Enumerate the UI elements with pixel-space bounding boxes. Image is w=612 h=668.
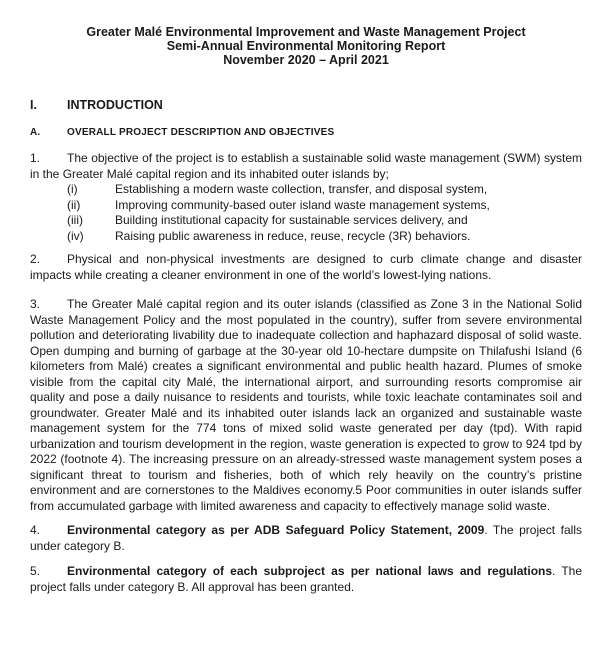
section-number: I. (30, 98, 37, 112)
report-title-line-1: Greater Malé Environmental Improvement and Waste Management Project (86, 25, 526, 39)
report-title-block (30, 25, 582, 67)
paragraph-5-text: . The project falls under category B. All approval has been granted. (30, 564, 583, 594)
list-item-iv-text: Raising public awareness in reduce, reuse, recycle (3R) behaviors. (115, 228, 471, 243)
paragraph-3 (30, 297, 582, 514)
subsection-heading-project-description (30, 126, 582, 139)
list-item-i-text: Establishing a modern waste collection, transfer, and disposal system, (115, 182, 488, 196)
list-item-iii (30, 213, 582, 229)
paragraph-5 (30, 564, 582, 595)
paragraph-4-number: 4. (30, 523, 41, 537)
report-title-line-2: Semi-Annual Environmental Monitoring Report (166, 39, 446, 53)
report-title-line-3: November 2020 – April 2021 (223, 53, 389, 67)
paragraph-2 (30, 252, 582, 283)
list-item-ii-label: (ii) (67, 197, 81, 212)
paragraph-5-bold-lead: Environmental category of each subproject as per national laws and regulations (67, 564, 553, 578)
paragraph-1-text: The objective of the project is to establish a sustainable solid waste management (SWM) system in the Greater Malé capital region and its inhabited outer islands by; (30, 151, 582, 181)
section-heading-introduction (30, 97, 582, 113)
paragraph-3-text: The Greater Malé capital region and its outer islands (classified as Zone 3 in the National Solid Waste Management Policy and the most populated in the country), suffer from severe environmental pollution and deteriorating livability due to inadequate collection and haphazard disposal of solid waste. Open dumping and burning of garbage at the 30-year old 10-hectare dumpsite on Thilafushi Island (6 kilometers from Malé) creates a significant environmental and public health hazard. Plumes of smoke visible from the capital city Malé, the international airport, and surrounding resorts compromise air quality and pose a daily nuisance to residents and tourists, while toxic leachate contaminates soil and groundwater. Greater Malé and its inhabited outer islands lack an organized and sustainable waste management system for the 774 tons of mixed solid waste generated per day (tpd). With rapid urbanization and tourism development in the region, waste generation is expected to grow to 924 tpd by 2022 (footnote 4). The increasing pressure on an already-stressed waste management system poses a significant threat to tourism and fisheries, both of which rely heavily on the country’s pristine environment and are cornerstones to the Maldives economy.5 Poor communities in outer islands suffer from accumulated garbage with limited awareness and capacity to effectively manage solid waste. (30, 297, 582, 513)
subsection-letter: A. (30, 127, 41, 138)
paragraph-4-bold-lead: Environmental category as per ADB Safeguard Policy Statement, 2009 (67, 523, 485, 537)
list-item-i-label: (i) (67, 182, 78, 196)
paragraph-2-text: Physical and non-physical investments are designed to curb climate change and disaster impacts while creating a cleaner environment in one of the world’s lowest-lying nations. (30, 252, 582, 282)
list-item-ii-text: Improving community-based outer island waste management systems, (115, 197, 490, 212)
paragraph-2-number: 2. (30, 252, 41, 266)
paragraph-1 (30, 151, 582, 182)
section-title: INTRODUCTION (67, 98, 163, 112)
list-item-iii-text: Building institutional capacity for sustainable services delivery, and (115, 213, 468, 227)
paragraph-3-number: 3. (30, 297, 41, 311)
subsection-title: OVERALL PROJECT DESCRIPTION AND OBJECTIVES (67, 127, 335, 138)
paragraph-4-text: . The project falls under category B. (30, 523, 582, 553)
paragraph-1-number: 1. (30, 151, 41, 165)
objectives-list (30, 182, 582, 244)
list-item-iii-label: (iii) (67, 213, 83, 227)
paragraph-5-number: 5. (30, 564, 41, 578)
list-item-iv-label: (iv) (67, 228, 84, 243)
list-item-i (30, 182, 582, 198)
paragraph-4 (30, 523, 582, 554)
list-item-ii (30, 198, 582, 214)
list-item-iv (30, 229, 582, 245)
